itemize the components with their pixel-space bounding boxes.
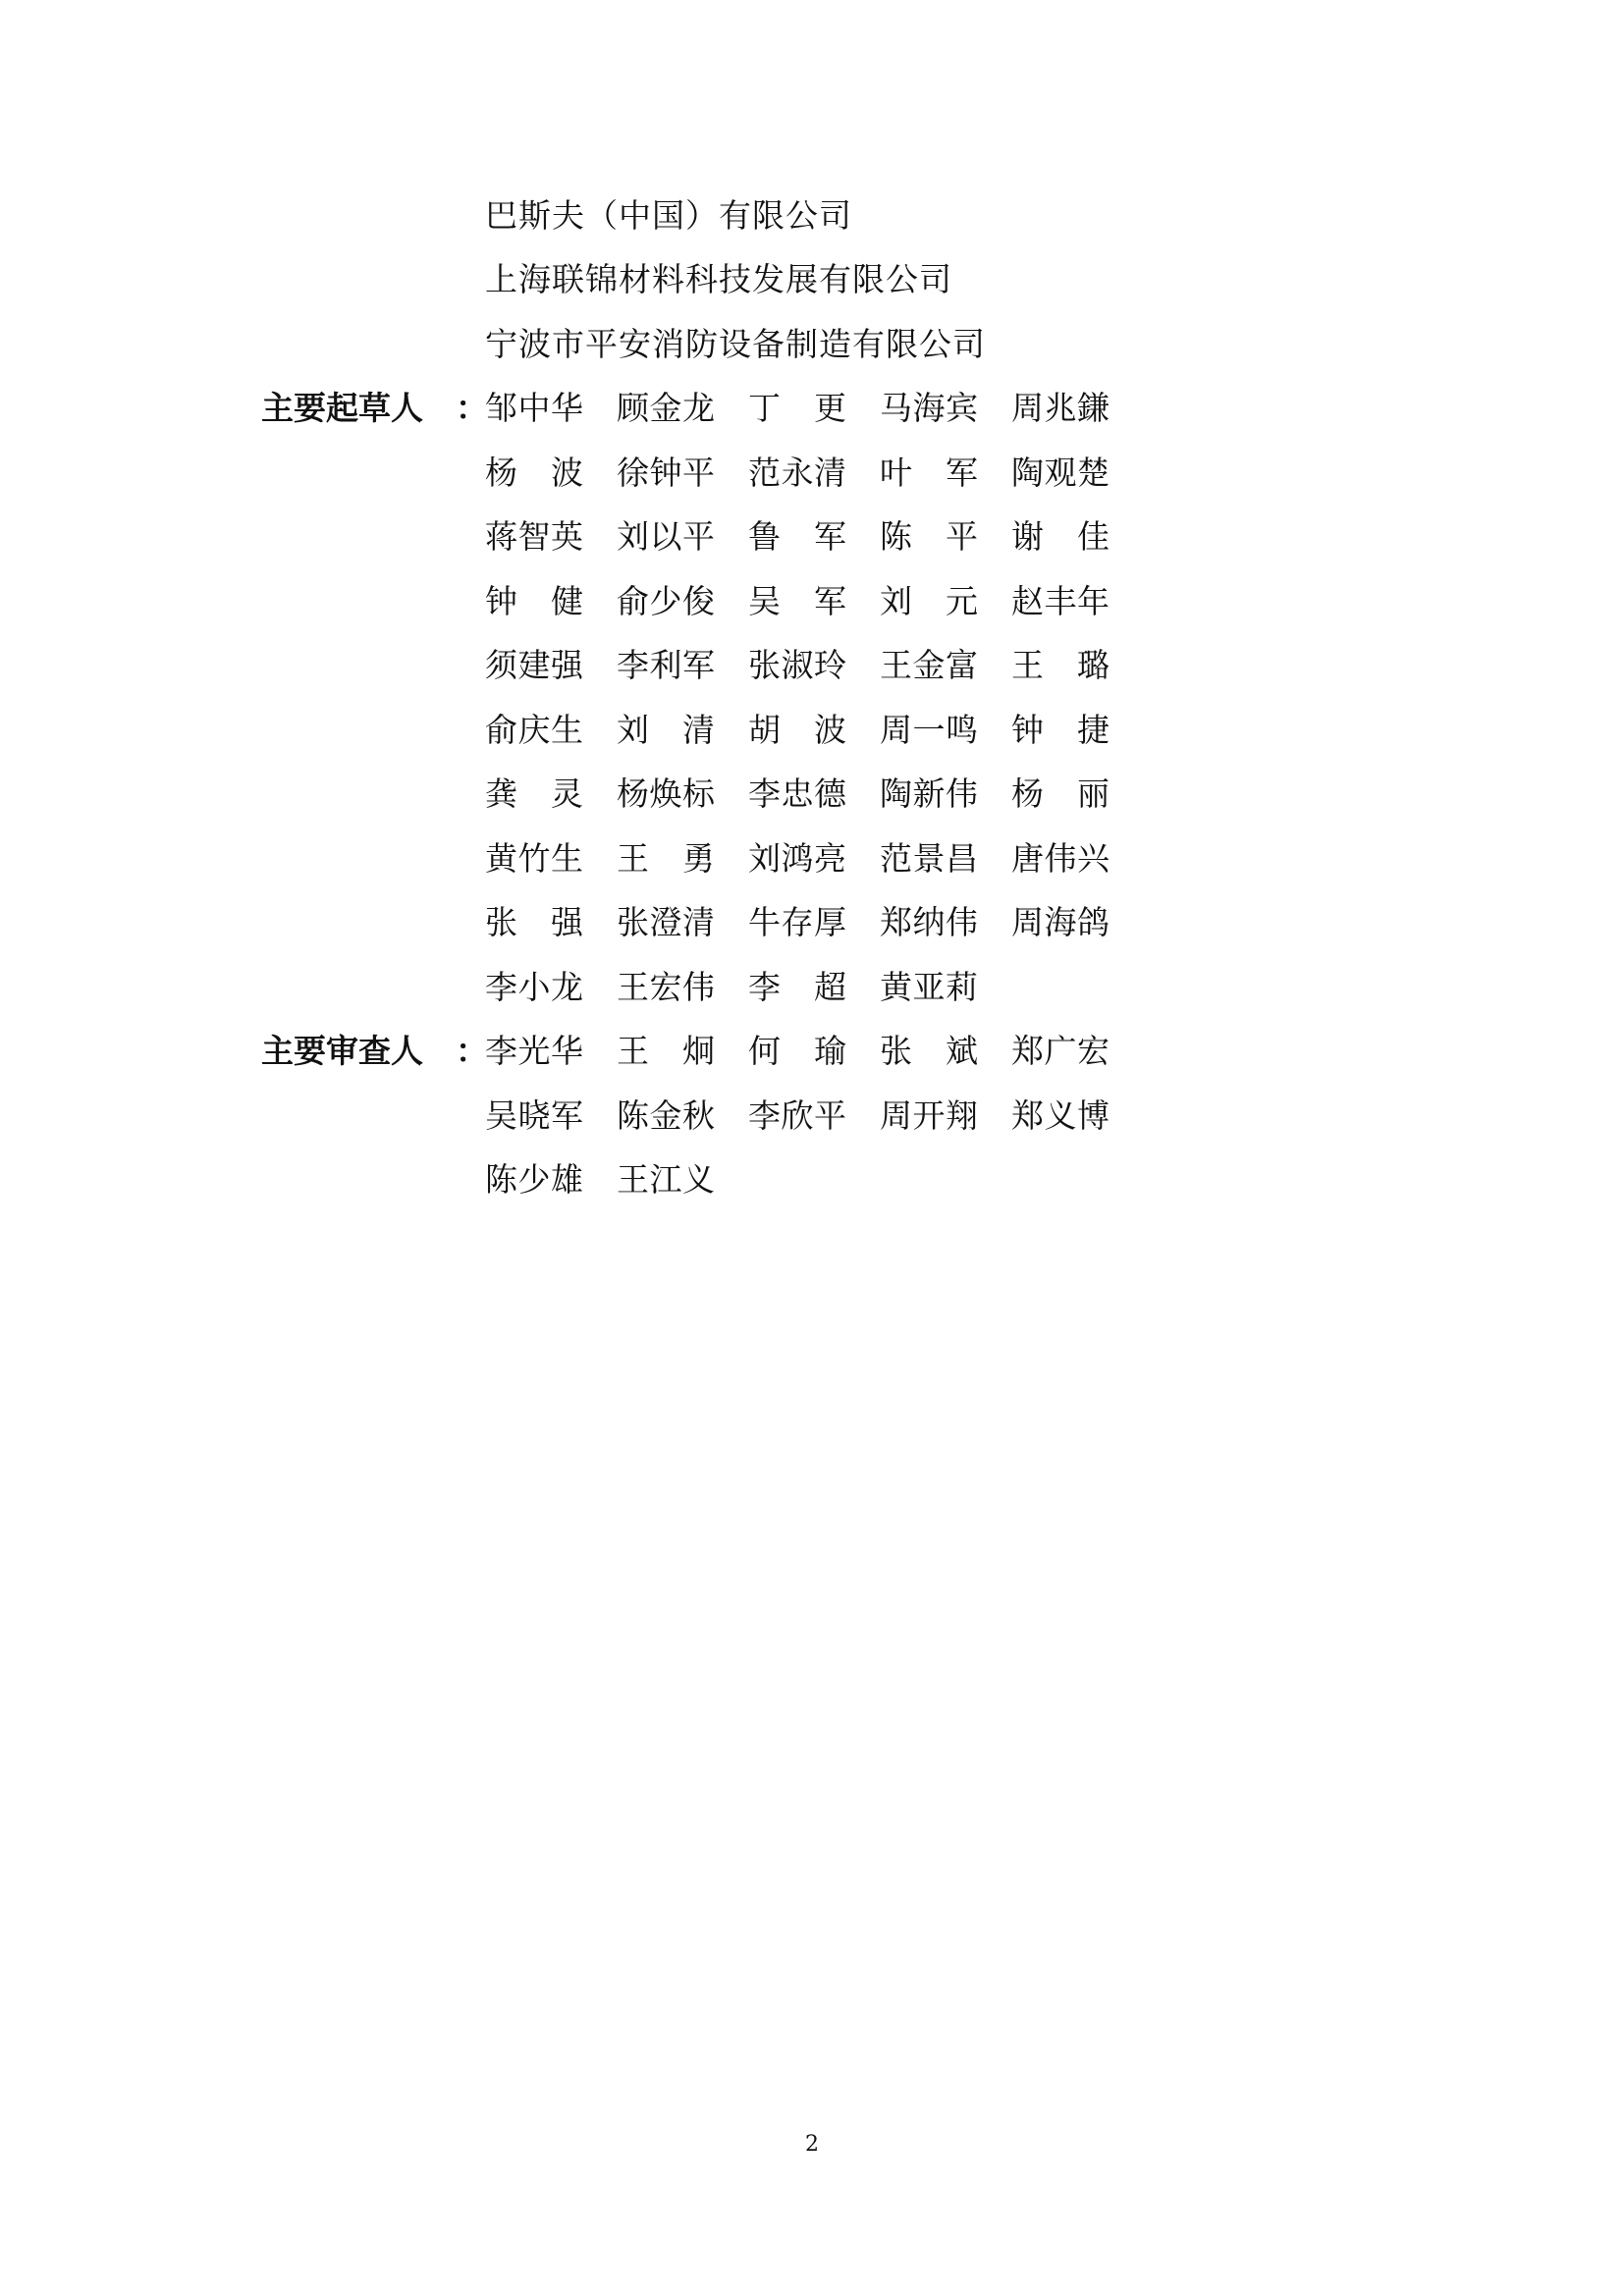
person-name: 刘 元 (880, 581, 978, 620)
person-name: 周 兆 鎌 (1011, 389, 1110, 427)
person-name: 杨 丽 (1011, 774, 1110, 813)
person-name: 张 澄 清 (617, 903, 715, 941)
person-name: 胡 波 (748, 710, 846, 749)
reviewers-colon: ： (456, 1032, 488, 1070)
person-name: 何 瑜 (748, 1032, 846, 1070)
person-name: 杨 波 (485, 453, 583, 492)
person-name: 王 宏 伟 (617, 967, 715, 1006)
person-name: 蒋 智 英 (485, 517, 583, 556)
person-name: 王 勇 (617, 838, 715, 878)
person-name: 范 景 昌 (880, 838, 978, 878)
person-name: 俞 少 俊 (617, 581, 715, 620)
person-name: 须 建 强 (485, 646, 583, 684)
person-name: 李 利 军 (617, 646, 715, 684)
person-name: 丁 更 (748, 389, 846, 427)
person-name: 龚 灵 (485, 774, 583, 813)
drafters-label: 主要起草人 (261, 389, 423, 427)
person-name: 张 淑 玲 (748, 646, 846, 684)
person-name: 王 炯 (617, 1032, 715, 1070)
person-name: 刘 以 平 (617, 517, 715, 556)
drafters-colon: ： (456, 389, 488, 427)
organization-line: 宁波市平安消防设备制造有限公司 (485, 325, 986, 363)
person-name: 范 永 清 (748, 453, 846, 492)
person-name: 徐 钟 平 (617, 453, 715, 492)
person-name: 俞 庆 生 (485, 710, 583, 749)
person-name: 吴 晓 军 (485, 1095, 583, 1135)
person-name: 周 一 鸣 (880, 710, 978, 749)
person-name: 黄 亚 莉 (880, 967, 978, 1006)
person-name: 李 超 (748, 967, 846, 1006)
organization-line: 巴斯夫（中国）有限公司 (485, 196, 852, 235)
person-name: 钟 捷 (1011, 710, 1110, 749)
person-name: 唐 伟 兴 (1011, 838, 1110, 878)
person-name: 刘 清 (617, 710, 715, 749)
person-name: 陈 少 雄 (485, 1160, 583, 1199)
person-name: 赵 丰 年 (1011, 581, 1110, 620)
person-name: 郑 纳 伟 (880, 903, 978, 941)
person-name: 黄 竹 生 (485, 838, 583, 878)
person-name: 周 开 翔 (880, 1095, 978, 1135)
person-name: 李 欣 平 (748, 1095, 846, 1135)
person-name: 邹 中 华 (485, 389, 583, 427)
organization-line: 上海联锦材料科技发展有限公司 (485, 260, 952, 298)
person-name: 张 强 (485, 903, 583, 941)
person-name: 马 海 宾 (880, 389, 978, 427)
page-number: 2 (805, 2132, 819, 2157)
reviewers-label: 主要审查人 (261, 1032, 423, 1070)
person-name: 钟 健 (485, 581, 583, 620)
person-name: 王 璐 (1011, 646, 1110, 684)
person-name: 陶 观 楚 (1011, 453, 1110, 492)
person-name: 郑 义 博 (1011, 1095, 1110, 1135)
person-name: 郑 广 宏 (1011, 1032, 1110, 1070)
person-name: 叶 军 (880, 453, 978, 492)
person-name: 牛 存 厚 (748, 903, 846, 941)
person-name: 陶 新 伟 (880, 774, 978, 813)
person-name: 张 斌 (880, 1032, 978, 1070)
person-name: 王 江 义 (617, 1160, 715, 1199)
person-name: 王 金 富 (880, 646, 978, 684)
person-name: 吴 军 (748, 581, 846, 620)
person-name: 顾 金 龙 (617, 389, 715, 427)
person-name: 杨 焕 标 (617, 774, 715, 813)
person-name: 鲁 军 (748, 517, 846, 556)
person-name: 周 海 鸽 (1011, 903, 1110, 941)
person-name: 陈 平 (880, 517, 978, 556)
person-name: 李 忠 德 (748, 774, 846, 813)
person-name: 陈 金 秋 (617, 1095, 715, 1135)
person-name: 李 小 龙 (485, 967, 583, 1006)
person-name: 刘 鸿 亮 (748, 838, 846, 878)
person-name: 李 光 华 (485, 1032, 583, 1070)
person-name: 谢 佳 (1011, 517, 1110, 556)
